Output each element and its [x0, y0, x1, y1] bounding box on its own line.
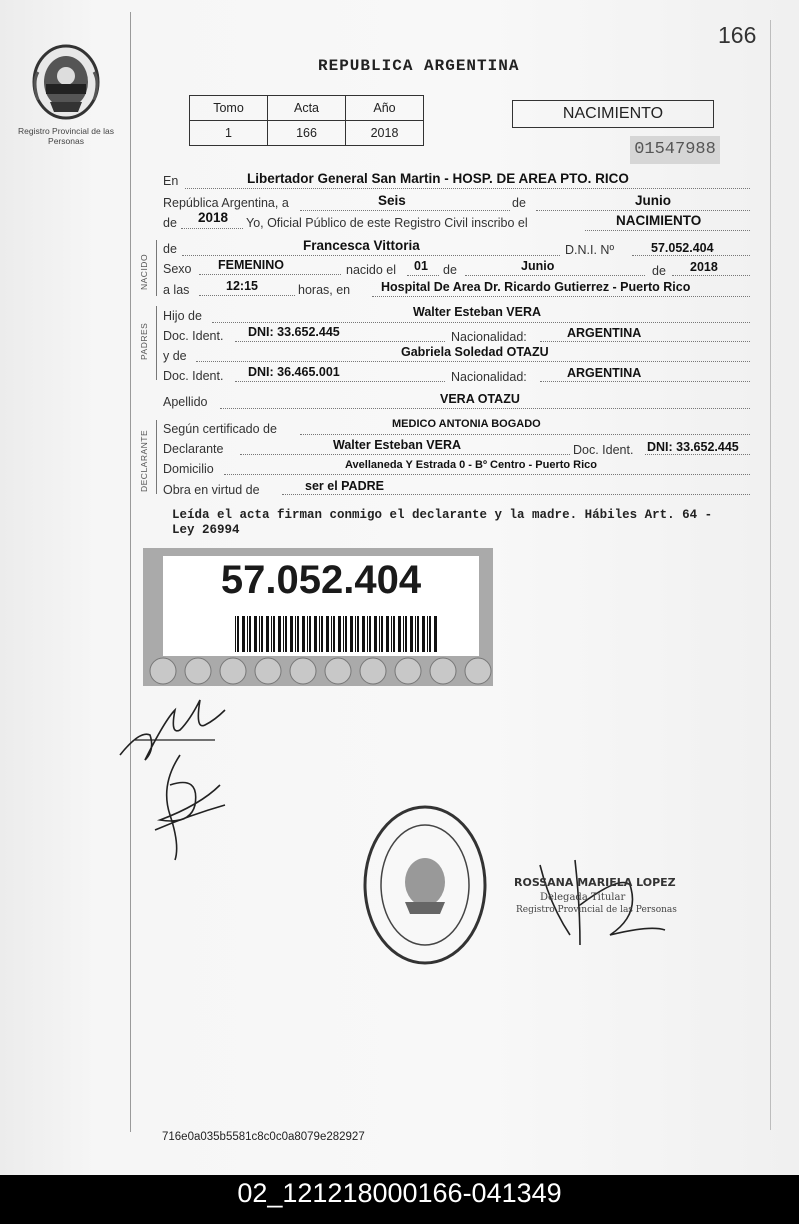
- declarante-label: Declarante: [163, 442, 224, 456]
- barcode-bar: [285, 616, 287, 652]
- nacido-anio: 2018: [690, 260, 718, 274]
- signature-madre: [140, 745, 240, 865]
- certificado-value: MEDICO ANTONIA BOGADO: [392, 418, 541, 430]
- oficial-cargo: Delegada Titular: [540, 892, 626, 903]
- barcode-bar: [297, 616, 299, 652]
- barcode-bar: [314, 616, 317, 652]
- nacido-hora: 12:15: [226, 279, 258, 293]
- barcode-bar: [381, 616, 383, 652]
- certificado-label: Según certificado de: [163, 422, 277, 436]
- anio-value-text: 2018: [198, 210, 229, 225]
- madre-doc: DNI: 36.465.001: [248, 365, 340, 379]
- obra-value: ser el PADRE: [305, 479, 384, 493]
- barcode-bar: [254, 616, 257, 652]
- dotted-line: [540, 381, 750, 382]
- tipo-value: NACIMIENTO: [616, 213, 702, 228]
- acta-header: Acta: [268, 96, 346, 121]
- barcode-bar: [333, 616, 335, 652]
- sticker-coin: [325, 658, 351, 684]
- tomo-value: 1: [190, 121, 268, 146]
- barcode-bar: [405, 616, 407, 652]
- dotted-line: [632, 255, 750, 256]
- sticker-coin: [430, 658, 456, 684]
- padre-doc: DNI: 33.652.445: [248, 325, 340, 339]
- nacionalidad-label: Nacionalidad:: [451, 370, 527, 384]
- barcode-bar: [273, 616, 275, 652]
- mes-value: Junio: [635, 193, 671, 208]
- declarante-doc: DNI: 33.652.445: [647, 440, 739, 454]
- barcode-bar: [386, 616, 389, 652]
- section-divider: [156, 240, 157, 296]
- doc-label: Doc. Ident.: [163, 369, 224, 383]
- closing-statement: Leída el acta firman conmigo el declarante y la madre. Hábiles Art. 64 - Ley 26994: [172, 508, 713, 537]
- domicilio-value: Avellaneda Y Estrada 0 - Bº Centro - Puerto Rico: [345, 459, 597, 471]
- en-label: En: [163, 174, 179, 188]
- nacido-dia: 01: [414, 259, 428, 273]
- nacido-section-label: NACIDO: [139, 253, 149, 290]
- dotted-line: [196, 361, 750, 362]
- sticker-coin: [360, 658, 386, 684]
- nacido-dni: 57.052.404: [651, 241, 714, 255]
- dotted-line: [672, 275, 750, 276]
- barcode-bar: [391, 616, 392, 652]
- acta-type-box: NACIMIENTO: [512, 100, 714, 128]
- dotted-line: [181, 228, 243, 229]
- republica-label: República Argentina, a: [163, 196, 289, 210]
- dni-label: D.N.I. Nº: [565, 243, 615, 257]
- barcode-bar: [242, 616, 245, 652]
- de2-label: de: [163, 216, 177, 230]
- oficial-organismo: Registro Provincial de las Personas: [516, 905, 677, 915]
- barcode-bar: [319, 616, 320, 652]
- dotted-line: [235, 381, 445, 382]
- nacionalidad-label: Nacionalidad:: [451, 330, 527, 344]
- barcode-bar: [321, 616, 323, 652]
- barcode-bar: [247, 616, 248, 652]
- nacido-sexo: FEMENINO: [218, 258, 284, 272]
- dotted-line: [536, 210, 750, 211]
- tomo-header: Tomo: [190, 96, 268, 121]
- nacido-lugar: Hospital De Area Dr. Ricardo Gutierrez - Puerto Rico: [381, 280, 691, 294]
- barcode-bar: [338, 616, 341, 652]
- oficial-text: Yo, Oficial Público de este Registro Civil inscribo el: [246, 216, 528, 230]
- barcode-bar: [290, 616, 293, 652]
- barcode-bar: [302, 616, 305, 652]
- dotted-line: [407, 275, 439, 276]
- barcode-bar: [271, 616, 272, 652]
- dotted-line: [540, 341, 750, 342]
- barcode-bar: [283, 616, 284, 652]
- oficial-nombre: ROSSANA MARIELA LOPEZ: [514, 876, 676, 889]
- barcode-bar: [403, 616, 404, 652]
- margin-line: [130, 12, 131, 1132]
- dotted-line: [185, 188, 750, 189]
- official-stamp: [360, 802, 490, 968]
- sticker-coin: [465, 658, 491, 684]
- serial-number: 01547988: [630, 136, 720, 164]
- barcode-bar: [326, 616, 329, 652]
- doc-label: Doc. Ident.: [163, 329, 224, 343]
- nacido-nombre: Francesca Vittoria: [303, 238, 420, 253]
- barcode-bar: [417, 616, 419, 652]
- barcode-bar: [343, 616, 344, 652]
- sticker-coin: [395, 658, 421, 684]
- apellido-value: VERA OTAZU: [440, 392, 520, 406]
- margin-line-right: [770, 20, 771, 1130]
- nacido-el-label: nacido el: [346, 263, 397, 277]
- nacido-mes: Junio: [521, 259, 555, 273]
- dotted-line: [300, 434, 750, 435]
- de-label: de: [163, 242, 177, 256]
- padres-section-label: PADRES: [139, 322, 149, 360]
- dotted-line: [585, 230, 750, 231]
- madre-nacionalidad: ARGENTINA: [567, 366, 642, 380]
- dotted-line: [199, 274, 341, 275]
- barcode-bar: [398, 616, 401, 652]
- en-value: Libertador General San Martin - HOSP. DE AREA PTO. RICO: [247, 171, 629, 186]
- dotted-line: [465, 275, 645, 276]
- page-number: 166: [718, 22, 757, 48]
- anio-value: 2018: [346, 121, 424, 146]
- footer-code: 02_121218000166-041349: [237, 1178, 562, 1208]
- barcode-bar: [422, 616, 425, 652]
- barcode-bar: [429, 616, 431, 652]
- dotted-line: [300, 210, 510, 211]
- de-label: de: [512, 196, 526, 210]
- hijo-label: Hijo de: [163, 309, 202, 323]
- barcode-bar: [295, 616, 296, 652]
- barcode-bar: [367, 616, 368, 652]
- barcode-bar: [434, 616, 437, 652]
- barcode-bar: [307, 616, 308, 652]
- barcode-bar: [331, 616, 332, 652]
- barcode-bar: [379, 616, 380, 652]
- barcode-bar: [259, 616, 260, 652]
- barcode-bar: [369, 616, 371, 652]
- dotted-line: [372, 296, 750, 297]
- provincial-seal-logo: [28, 42, 104, 124]
- dotted-line: [199, 295, 295, 296]
- barcode-bar: [235, 616, 236, 652]
- acta-value: 166: [268, 121, 346, 146]
- barcode-bar: [355, 616, 356, 652]
- declarante-section-label: DECLARANTE: [139, 429, 149, 492]
- barcode-bar: [266, 616, 269, 652]
- declarante-nombre: Walter Esteban VERA: [333, 438, 462, 452]
- barcode-bar: [374, 616, 377, 652]
- barcode-bar: [393, 616, 395, 652]
- barcode-bar: [345, 616, 347, 652]
- dotted-line: [182, 255, 560, 256]
- barcode-bar: [415, 616, 416, 652]
- dia-value: Seis: [378, 193, 406, 208]
- dotted-line: [235, 341, 445, 342]
- barcode-bar: [237, 616, 239, 652]
- logo-caption: Registro Provincial de las Personas: [18, 126, 114, 146]
- sticker-coin: [290, 658, 316, 684]
- de-label: de: [652, 264, 666, 278]
- barcode-bar: [261, 616, 263, 652]
- dotted-line: [220, 408, 750, 409]
- doc-label: Doc. Ident.: [573, 443, 634, 457]
- obra-label: Obra en virtud de: [163, 483, 260, 497]
- sexo-label: Sexo: [163, 262, 192, 276]
- padre-nacionalidad: ARGENTINA: [567, 326, 642, 340]
- yde-label: y de: [163, 349, 187, 363]
- apellido-label: Apellido: [163, 395, 208, 409]
- registro-table: [189, 95, 424, 146]
- barcode-bar: [249, 616, 251, 652]
- anio-header: Año: [346, 96, 424, 121]
- barcode-bar: [309, 616, 311, 652]
- section-divider: [156, 420, 157, 494]
- dotted-line: [240, 454, 570, 455]
- dotted-line: [212, 322, 750, 323]
- dotted-line: [645, 454, 750, 455]
- barcode-bar: [350, 616, 353, 652]
- sticker-coin: [255, 658, 281, 684]
- section-divider: [156, 306, 157, 380]
- dotted-line: [224, 474, 750, 475]
- padre-nombre: Walter Esteban VERA: [413, 305, 542, 319]
- domicilio-label: Domicilio: [163, 462, 214, 476]
- dotted-line: [282, 494, 750, 495]
- document-hash: 716e0a035b5581c8c0c0a8079e282927: [162, 1131, 365, 1143]
- horas-label: horas, en: [298, 283, 351, 297]
- barcode-bar: [427, 616, 428, 652]
- barcode-bar: [362, 616, 365, 652]
- document-title: REPUBLICA ARGENTINA: [318, 57, 520, 75]
- barcode: [233, 616, 443, 652]
- barcode-bar: [357, 616, 359, 652]
- alas-label: a las: [163, 283, 190, 297]
- madre-nombre: Gabriela Soledad OTAZU: [401, 345, 549, 359]
- barcode-bar: [410, 616, 413, 652]
- de-label: de: [443, 263, 457, 277]
- dni-sticker-number: 57.052.404: [220, 558, 422, 602]
- barcode-bar: [278, 616, 281, 652]
